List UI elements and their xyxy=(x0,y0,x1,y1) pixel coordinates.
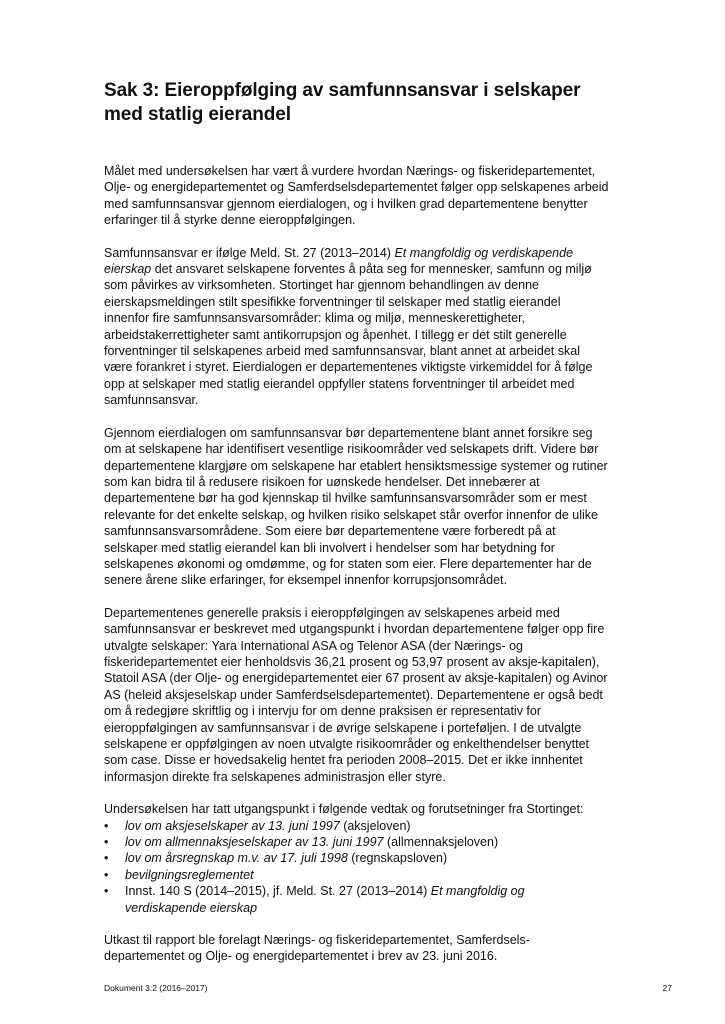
paragraph-definition-intro: Samfunnsansvar er ifølge Meld. St. 27 (2013–2014) xyxy=(104,245,395,260)
page-content xyxy=(104,79,609,965)
list-item xyxy=(104,867,609,883)
bullet-marker: • xyxy=(104,884,109,899)
list-item xyxy=(104,883,609,916)
list-item-note: (regnskapsloven) xyxy=(347,851,448,866)
document-label: Dokument 3:2 (2016–2017) xyxy=(104,983,208,993)
page-number: 27 xyxy=(662,983,672,993)
bullet-marker: • xyxy=(104,818,109,833)
list-item-title: Et mangfoldig og verdiskapende eierskap xyxy=(125,884,525,915)
bullet-marker: • xyxy=(104,835,109,850)
paragraph-definition-rest: det ansvaret selskapene forventes å påta seg for mennesker, samfunn og miljø som påvirkes av virksomheten. Stortinget har gjennom behandlingen av denne eierskapsmeldingen stilt spesifikke forventninger til selskaper med statlig eierandel innenfor fire samfunnsansvarsområder: klima og miljø, menneskerettigheter, arbeidstakerrettigheter samt antikorrupsjon og åpenhet. I tillegg er det stilt generelle forventninger til selskapenes arbeid med samfunnsansvar, blant annet at arbeidet skal være forankret i styret. Eierdialogen er departementenes viktigste virkemiddel for å følge opp at selskaper med statlig eierandel oppfyller statens forventninger til arbeidet med samfunnsansvar. xyxy=(104,262,593,408)
list-item-note: (allmennaksjeloven) xyxy=(383,835,499,850)
list-item xyxy=(104,850,609,866)
list-item-title: bevilgningsreglementet xyxy=(125,867,254,882)
bullet-marker: • xyxy=(104,851,109,866)
paragraph-purpose: Målet med undersøkelsen har vært å vurdere hvordan Nærings- og fiskeridepartementet, Olje- og energidepartementet og Samferdselsdepartementet følger opp selskapenes arbeid med samfunnsansvar gjennom eierdialogen, og i hvilken grad departementene benytter erfaringer til å styrke denne eieroppfølgingen. xyxy=(104,164,609,228)
white-paper-title: Et mangfoldig og verdiskapende eierskap xyxy=(104,245,574,277)
section-heading: Sak 3: Eieroppfølging av samfunnsansvar i selskaper med statlig eierandel xyxy=(104,80,581,125)
paragraph-definition xyxy=(104,245,609,409)
list-item xyxy=(104,834,609,850)
paragraph-practice: Departementenes generelle praksis i eieroppfølgingen av selskapenes arbeid med samfunnsansvar er beskrevet med utgangspunkt i hvordan departementene følger opp fire utvalgte selskaper: Yara International ASA og Telenor ASA (der Nærings- og fiskeridepartementet eier henholdsvis 36,21 prosent og 53,97 prosent av aksje-kapitalen), Statoil ASA (der Olje- og energidepartementet eier 67 prosent av aksje-kapitalen) og Avinor AS (heleid aksjeselskap under Samferdselsdepartementet). Departementene er også bedt om å redegjøre skriftlig og i intervju for om denne praksisen er representativ for eieroppfølgingen av samfunnsansvar i de øvrige selskapene i porteføljen. I de utvalgte selskapene er oppfølgingen av noen utvalgte risikoområder og enkelthendelser benyttet som case. Disse er hovedsakelig hentet fra perioden 2008–2015. Det er ikke innhentet informasjon direkte fra selskapenes administrasjon eller styre. xyxy=(104,605,608,784)
list-item-title: lov om aksjeselskaper av 13. juni 1997 xyxy=(125,818,340,833)
list-item xyxy=(104,818,609,834)
list-item-prefix: Innst. 140 S (2014–2015), jf. Meld. St. 27 (2013–2014) xyxy=(125,884,431,899)
criteria-list xyxy=(104,818,609,916)
list-item-note: (aksjeloven) xyxy=(339,818,411,833)
paragraph-basis: Undersøkelsen har tatt utgangspunkt i følgende vedtak og forutsetninger fra Stortinget: xyxy=(104,802,584,817)
paragraph-draft-report: Utkast til rapport ble forelagt Nærings- og fiskeridepartementet, Samferdsels-departementet og Olje- og energidepartementet i brev av 23. juni 2016. xyxy=(104,933,530,964)
list-item-title: lov om allmennaksjeselskaper av 13. juni 1997 xyxy=(125,835,384,850)
list-item-title: lov om årsregnskap m.v. av 17. juli 1998 xyxy=(125,851,348,866)
paragraph-ownership-dialogue: Gjennom eierdialogen om samfunnsansvar bør departementene blant annet forsikre seg om at selskapene har identifisert vesentlige risikoområder ved selskapets drift. Videre bør departementene klargjøre om selskapene har etablert hensiktsmessige systemer og rutiner som kan bidra til å redusere risikoen for uønskede hendelser. Det innebærer at departementene bør ha god kjennskap til hvilke samfunnsansvarsområder som er mest relevante for det enkelte selskap, og hvilken risiko selskapet står overfor innenfor de ulike samfunnsansvarsområdene. Som eiere bør departementene være forberedt på at selskaper med statlig eierandel kan bli involvert i hendelser som har betydning for selskapenes økonomi og omdømme, og for staten som eier. Flere departementer har de senere årene slike erfaringer, for eksempel innenfor korrupsjonsområdet. xyxy=(104,425,608,588)
bullet-marker: • xyxy=(104,867,109,882)
